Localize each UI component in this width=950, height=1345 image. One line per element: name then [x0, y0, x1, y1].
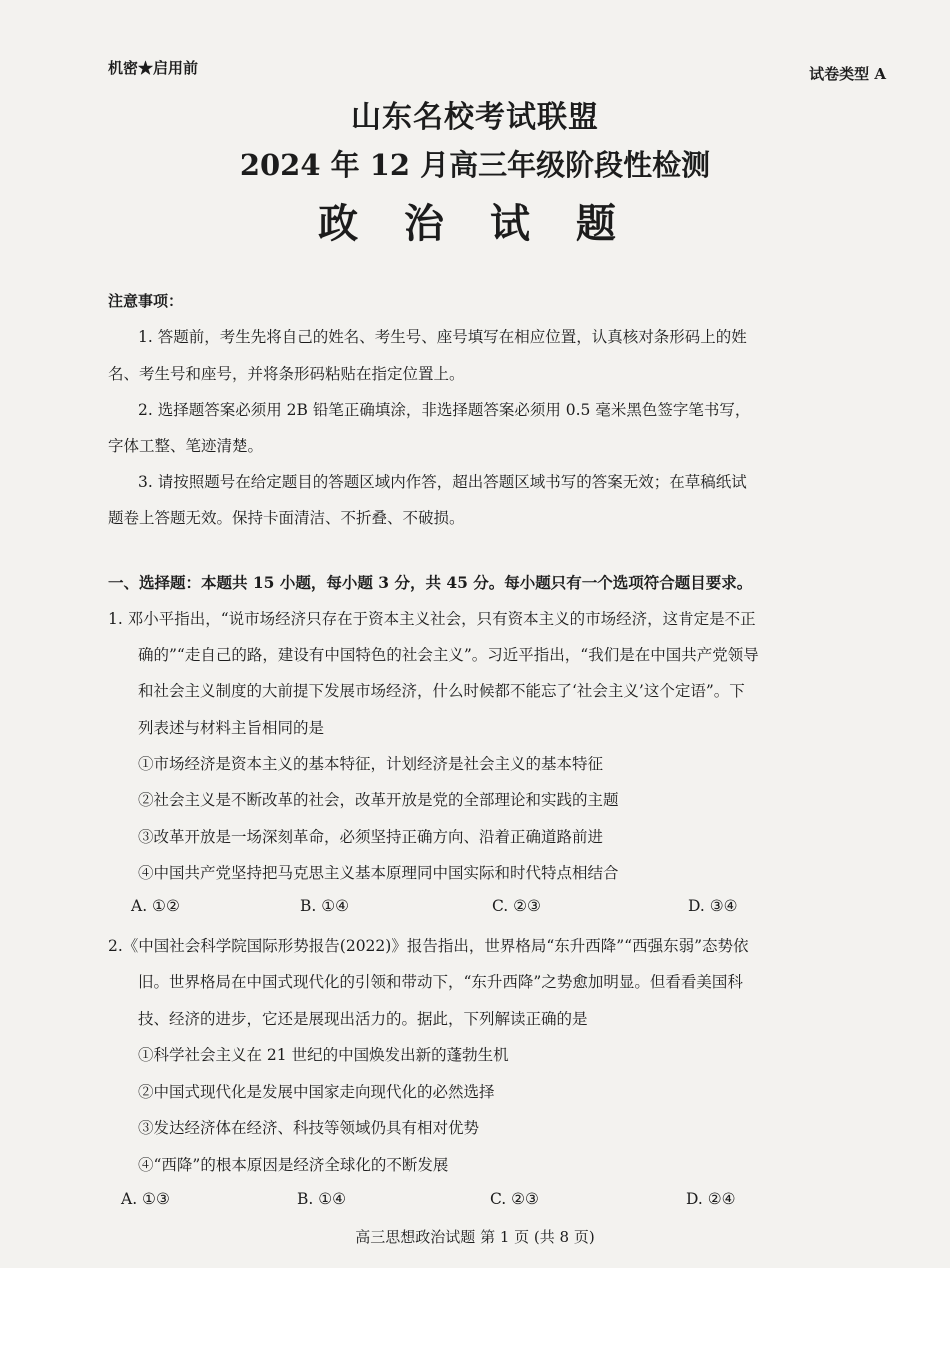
paper-type-label: 试卷类型 A [809, 65, 886, 83]
question-2-statement: ③发达经济体在经济、科技等领域仍具有相对优势 [138, 1119, 480, 1137]
notice-line: 题卷上答题无效。保持卡面清洁、不折叠、不破损。 [108, 509, 465, 527]
question-1-statement: ②社会主义是不断改革的社会，改革开放是党的全部理论和实践的主题 [138, 791, 619, 809]
section-heading: 一、选择题：本题共 15 小题，每小题 3 分，共 45 分。每小题只有一个选项符合题目要求。 [108, 573, 753, 592]
question-2-statement: ④“西降”的根本原因是经济全球化的不断发展 [138, 1156, 449, 1174]
question-2-text: 技、经济的进步，它还是展现出活力的。据此，下列解读正确的是 [138, 1010, 588, 1028]
question-2-option-d: D. ②④ [686, 1190, 736, 1208]
question-1-statement: ①市场经济是资本主义的基本特征，计划经济是社会主义的基本特征 [138, 755, 604, 773]
question-1-statement: ③改革开放是一场深刻革命，必须坚持正确方向、沿着正确道路前进 [138, 828, 604, 846]
notice-heading: 注意事项： [108, 292, 184, 310]
exam-alliance-title: 山东名校考试联盟 [351, 100, 599, 135]
notice-line: 1. 答题前，考生先将自己的姓名、考生号、座号填写在相应位置，认真核对条形码上的姓 [138, 328, 747, 346]
question-1-text: 确的”“走自己的路，建设有中国特色的社会主义”。习近平指出，“我们是在中国共产党领导 [138, 646, 759, 664]
notice-line: 3. 请按照题号在给定题目的答题区域内作答，超出答题区域书写的答案无效；在草稿纸试 [138, 473, 747, 491]
question-1-text: 和社会主义制度的大前提下发展市场经济，什么时候都不能忘了‘社会主义’这个定语”。下 [138, 682, 745, 700]
question-2-option-c: C. ②③ [490, 1190, 539, 1208]
exam-session-title: 2024 年 12 月高三年级阶段性检测 [239, 148, 711, 182]
notice-line: 2. 选择题答案必须用 2B 铅笔正确填涂，非选择题答案必须用 0.5 毫米黑色签字笔书写， [138, 401, 751, 419]
notice-line: 名、考生号和座号，并将条形码粘贴在指定位置上。 [108, 365, 465, 383]
question-2-text: 2.《中国社会科学院国际形势报告(2022)》报告指出，世界格局“东升西降”“西强东弱”态势依 [108, 937, 749, 955]
question-1-option-b: B. ①④ [300, 897, 350, 915]
question-1-option-a: A. ①② [131, 897, 180, 915]
question-2-statement: ②中国式现代化是发展中国家走向现代化的必然选择 [138, 1083, 495, 1101]
question-2-option-b: B. ①④ [297, 1190, 347, 1208]
question-1-option-c: C. ②③ [492, 897, 541, 915]
subject-title: 政 治 试 题 [318, 200, 632, 247]
question-2-statement: ①科学社会主义在 21 世纪的中国焕发出新的蓬勃生机 [138, 1046, 509, 1064]
question-2-text: 旧。世界格局在中国式现代化的引领和带动下，“东升西降”之势愈加明显。但看看美国科 [138, 973, 743, 991]
question-1-option-d: D. ③④ [688, 897, 738, 915]
question-2-option-a: A. ①③ [121, 1190, 170, 1208]
page-footer: 高三思想政治试题 第 1 页 (共 8 页) [355, 1228, 595, 1246]
confidential-label: 机密★启用前 [108, 59, 199, 77]
question-1-statement: ④中国共产党坚持把马克思主义基本原理同中国实际和时代特点相结合 [138, 864, 619, 882]
notice-line: 字体工整、笔迹清楚。 [108, 437, 264, 455]
question-1-text: 列表述与材料主旨相同的是 [138, 719, 325, 737]
question-1-text: 1. 邓小平指出，“说市场经济只存在于资本主义社会，只有资本主义的市场经济，这肯定是不正 [108, 610, 756, 628]
